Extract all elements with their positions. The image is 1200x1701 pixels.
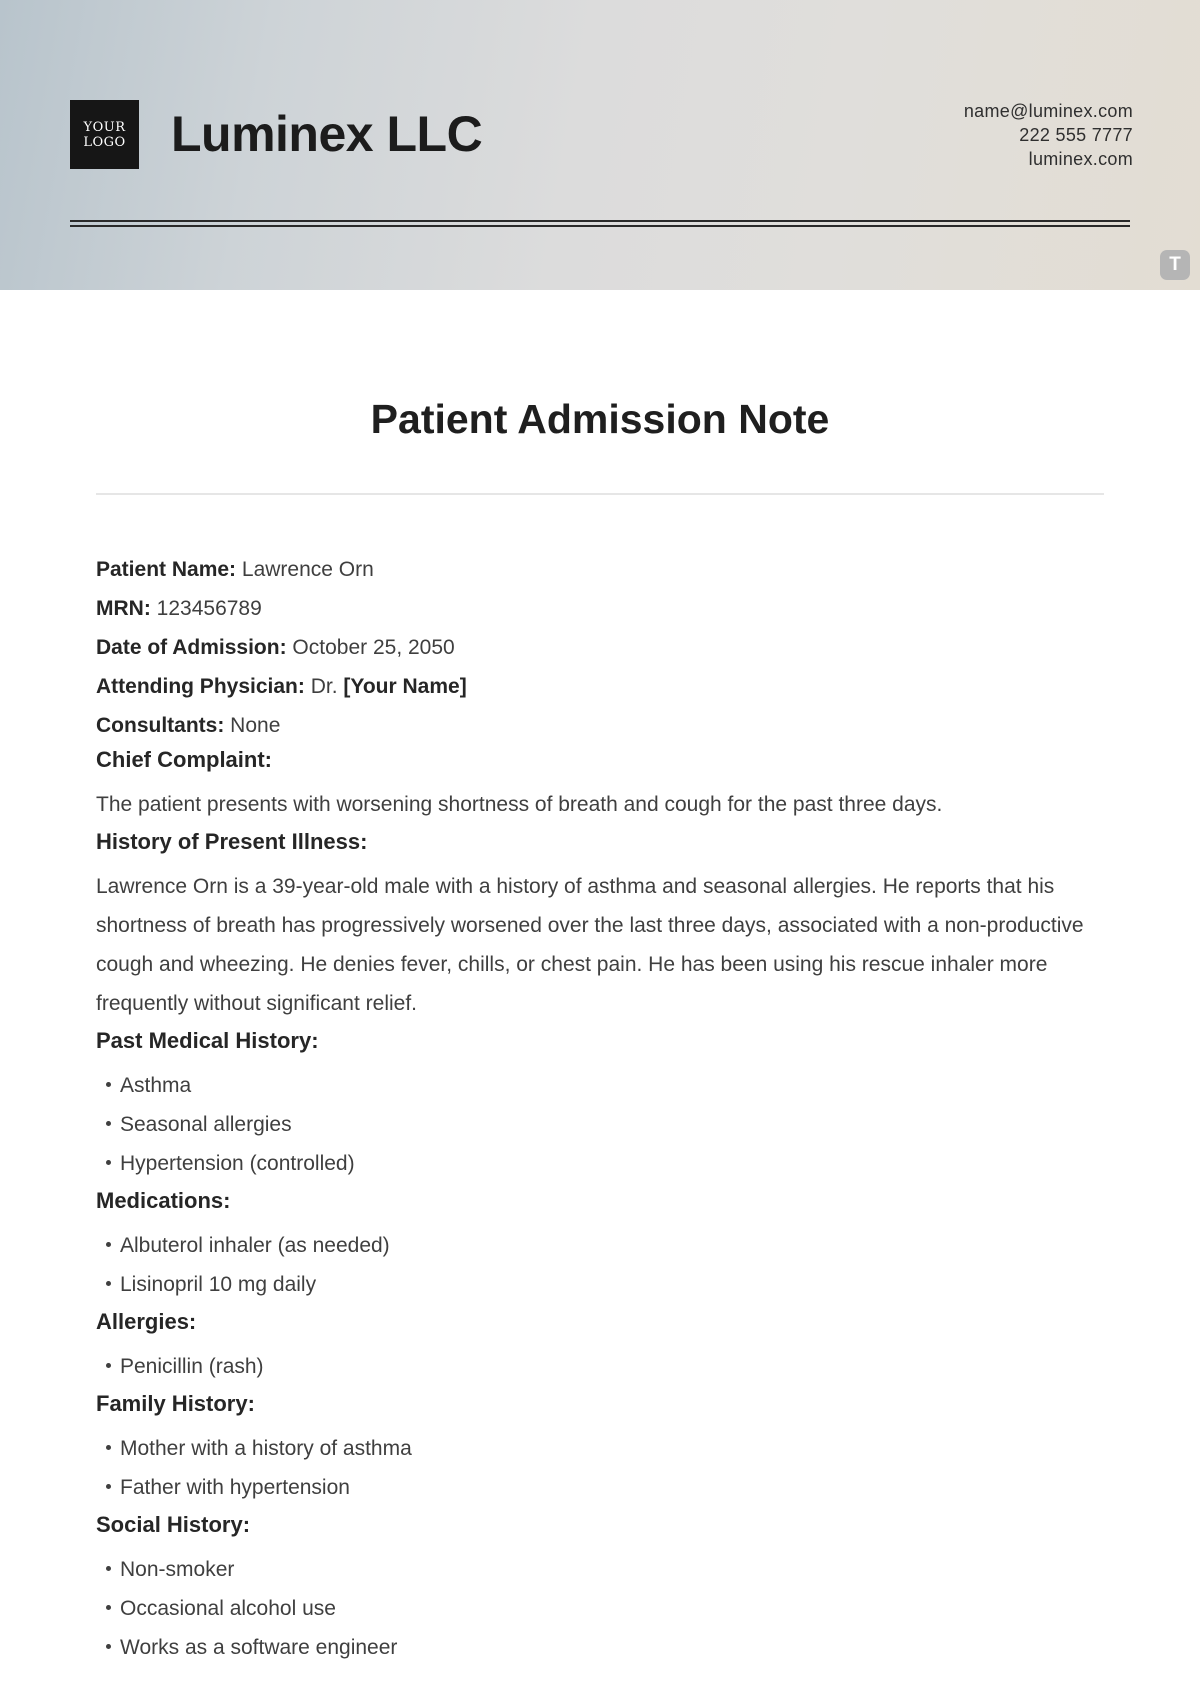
- physician-label: Attending Physician:: [96, 675, 305, 698]
- consultants-row: [96, 706, 1106, 745]
- title-divider: [96, 493, 1104, 495]
- chief-complaint-heading: Chief Complaint:: [96, 747, 272, 772]
- list-item: Non-smoker: [96, 1550, 1106, 1589]
- contact-website: luminex.com: [1028, 149, 1133, 169]
- medications-list: [96, 1226, 1106, 1304]
- contact-phone: 222 555 7777: [1019, 125, 1133, 145]
- list-item: Mother with a history of asthma: [96, 1429, 1106, 1468]
- mrn-value: 123456789: [156, 597, 262, 620]
- list-item: Father with hypertension: [96, 1468, 1106, 1507]
- hpi-heading: History of Present Illness:: [96, 829, 368, 854]
- patient-name-label: Patient Name:: [96, 558, 237, 581]
- bullet-icon: [106, 1082, 111, 1087]
- bullet-icon: [106, 1445, 111, 1450]
- bullet-icon: [106, 1605, 111, 1610]
- bullet-icon: [106, 1242, 111, 1247]
- pmh-list: [96, 1066, 1106, 1183]
- family-history-list: [96, 1429, 1106, 1507]
- header-rule-upper: [70, 220, 1130, 222]
- pmh-heading: Past Medical History:: [96, 1028, 319, 1053]
- bullet-icon: [106, 1484, 111, 1489]
- list-item: Albuterol inhaler (as needed): [96, 1226, 1106, 1265]
- social-history-list: [96, 1550, 1106, 1667]
- company-name: Luminex LLC: [171, 106, 483, 162]
- contact-email: name@luminex.com: [963, 101, 1133, 121]
- physician-prefix: Dr.: [310, 675, 338, 698]
- bullet-icon: [106, 1566, 111, 1571]
- consultants-label: Consultants:: [96, 714, 225, 737]
- document-title: Patient Admission Note: [370, 396, 830, 442]
- family-history-heading: Family History:: [96, 1391, 255, 1416]
- contact-block: [964, 99, 1133, 171]
- medications-heading: Medications:: [96, 1188, 231, 1213]
- bullet-icon: [106, 1281, 111, 1286]
- hpi-text: Lawrence Orn is a 39-year-old male with a history of asthma and seasonal allergies. He reports that his shortness of breath has progressively worsened over the last three days, associated with a non-productive cough and wheezing. He denies fever, chills, or chest pain. He has been using his rescue inhaler more frequently without significant relief.: [96, 875, 1084, 1015]
- logo-text-line1: YOUR: [83, 119, 126, 135]
- allergies-heading: Allergies:: [96, 1309, 197, 1334]
- bullet-icon: [106, 1644, 111, 1649]
- list-item: Penicillin (rash): [96, 1347, 1106, 1386]
- patient-name-value: Lawrence Orn: [241, 558, 374, 581]
- letterhead: [0, 0, 1200, 290]
- admission-date-row: [96, 628, 1106, 667]
- admission-date-value: October 25, 2050: [292, 636, 455, 659]
- list-item: Seasonal allergies: [96, 1105, 1106, 1144]
- social-history-heading: Social History:: [96, 1512, 251, 1537]
- consultants-value: None: [230, 714, 281, 737]
- chief-complaint-text: The patient presents with worsening shortness of breath and cough for the past three days.: [96, 793, 943, 816]
- mrn-label: MRN:: [96, 597, 151, 620]
- bullet-icon: [106, 1121, 111, 1126]
- list-item: Lisinopril 10 mg daily: [96, 1265, 1106, 1304]
- text-tool-icon[interactable]: T: [1160, 250, 1190, 280]
- list-item: Hypertension (controlled): [96, 1144, 1106, 1183]
- bullet-icon: [106, 1363, 111, 1368]
- list-item: Asthma: [96, 1066, 1106, 1105]
- header-rule-lower: [70, 225, 1130, 227]
- allergies-list: [96, 1347, 1106, 1386]
- logo-text-line2: LOGO: [83, 134, 126, 150]
- document-body: [96, 550, 1106, 1667]
- physician-name: [Your Name]: [343, 675, 467, 698]
- logo-placeholder: [70, 100, 139, 169]
- admission-date-label: Date of Admission:: [96, 636, 287, 659]
- mrn-row: [96, 589, 1106, 628]
- physician-row: [96, 667, 1106, 706]
- list-item: Occasional alcohol use: [96, 1589, 1106, 1628]
- patient-name-row: [96, 550, 1106, 589]
- bullet-icon: [106, 1160, 111, 1165]
- list-item: Works as a software engineer: [96, 1628, 1106, 1667]
